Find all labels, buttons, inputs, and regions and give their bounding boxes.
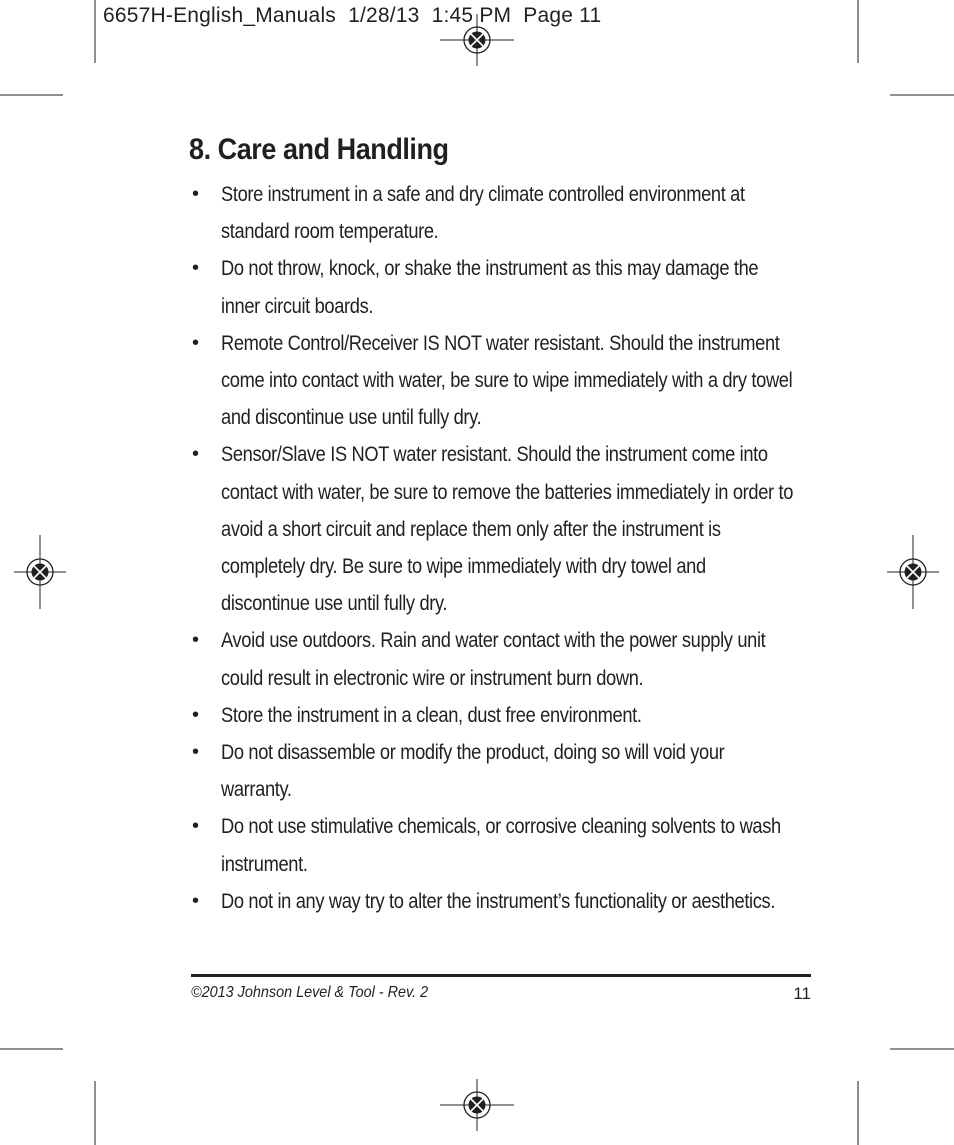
list-item-text: Store the instrument in a clean, dust free environment. [221,703,642,727]
bullet-icon: • [192,257,200,280]
list-item-text: Store instrument in a safe and dry climate controlled environment at standard room temperature. [221,183,745,244]
list-item [190,883,850,920]
list-item [190,808,850,882]
list-item [190,436,850,622]
registration-target-icon-right [887,535,939,609]
page-number: 11 [793,984,811,1003]
care-instructions-list [190,176,850,920]
list-item-text: Sensor/Slave IS NOT water resistant. Should the instrument come into contact with water, be sure to remove the batteries immediately in order to avoid a short circuit and replace them only after the instrument is completely dry. Be sure to wipe immediately with dry towel and discontinue use until fully dry. [221,443,794,616]
bullet-icon: • [192,443,200,466]
bullet-icon: • [192,629,200,652]
list-item-text: Do not in any way try to alter the instrument’s functionality or aesthetics. [221,889,776,913]
list-item-text: Avoid use outdoors. Rain and water contact with the power supply unit could result in electronic wire or instrument burn down. [221,629,766,690]
list-item [190,176,850,250]
bullet-icon: • [192,815,200,838]
list-item [190,734,850,808]
registration-target-icon-left [14,535,66,609]
footer-rule [191,974,811,977]
printer-slug: 6657H-English_Manuals 1/28/13 1:45 PM Page 11 [103,4,602,27]
footer-copyright: ©2013 Johnson Level & Tool - Rev. 2 [191,984,429,1001]
list-item-text: Remote Control/Receiver IS NOT water resistant. Should the instrument come into contact with water, be sure to wipe immediately with a dry towel and discontinue use until fully dry. [221,331,793,430]
list-item-text: Do not disassemble or modify the product, doing so will void your warranty. [221,741,725,802]
list-item [190,250,850,324]
registration-target-icon-bottom [440,1079,514,1131]
bullet-icon: • [192,703,200,726]
bullet-icon: • [192,889,200,912]
list-item [190,697,850,734]
bullet-icon: • [192,331,200,354]
list-item-text: Do not throw, knock, or shake the instrument as this may damage the inner circuit boards. [221,257,759,318]
list-item-text: Do not use stimulative chemicals, or corrosive cleaning solvents to wash instrument. [221,815,781,876]
list-item [190,622,850,696]
bullet-icon: • [192,741,200,764]
section-title: 8. Care and Handling [189,133,449,166]
list-item [190,325,850,437]
bullet-icon: • [192,183,200,205]
